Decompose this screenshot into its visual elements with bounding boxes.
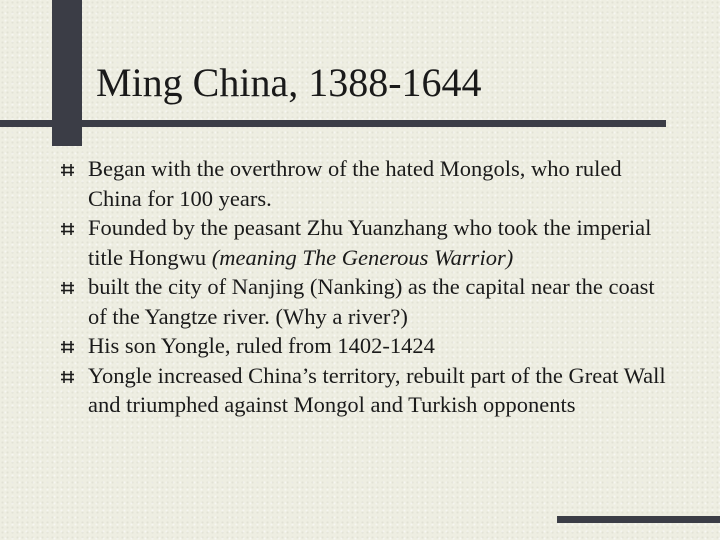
bullet-text: Yongle increased China’s territory, rebuilt part of the Great Wall and triumphed against Mongol and Turkish opponents xyxy=(88,362,666,417)
hash-bullet-icon xyxy=(61,223,74,235)
bullet-list xyxy=(58,154,678,420)
bullet-text: His son Yongle, ruled from 1402-1424 xyxy=(88,333,435,358)
hash-bullet-icon xyxy=(61,341,74,353)
title-underline-bar xyxy=(0,120,666,127)
footer-accent-bar xyxy=(557,516,720,523)
hash-bullet-icon xyxy=(61,282,74,294)
bullet-text: built the city of Nanjing (Nanking) as the capital near the coast of the Yangtze river. (Why a river?) xyxy=(88,274,655,329)
bullet-item xyxy=(58,272,678,331)
hash-bullet-icon xyxy=(61,371,74,383)
hash-bullet-icon xyxy=(61,164,74,176)
bullet-italic-text: (meaning The Generous Warrior) xyxy=(211,244,514,270)
bullet-item xyxy=(58,331,678,361)
bullet-item xyxy=(58,154,678,213)
bullet-text: Founded by the peasant Zhu Yuanzhang who took the imperial title Hongwu xyxy=(88,215,652,270)
slide-title: Ming China, 1388-1644 xyxy=(96,60,482,105)
bullet-item xyxy=(58,361,678,420)
bullet-text: Began with the overthrow of the hated Mongols, who ruled China for 100 years. xyxy=(88,156,622,211)
bullet-item xyxy=(58,213,678,272)
